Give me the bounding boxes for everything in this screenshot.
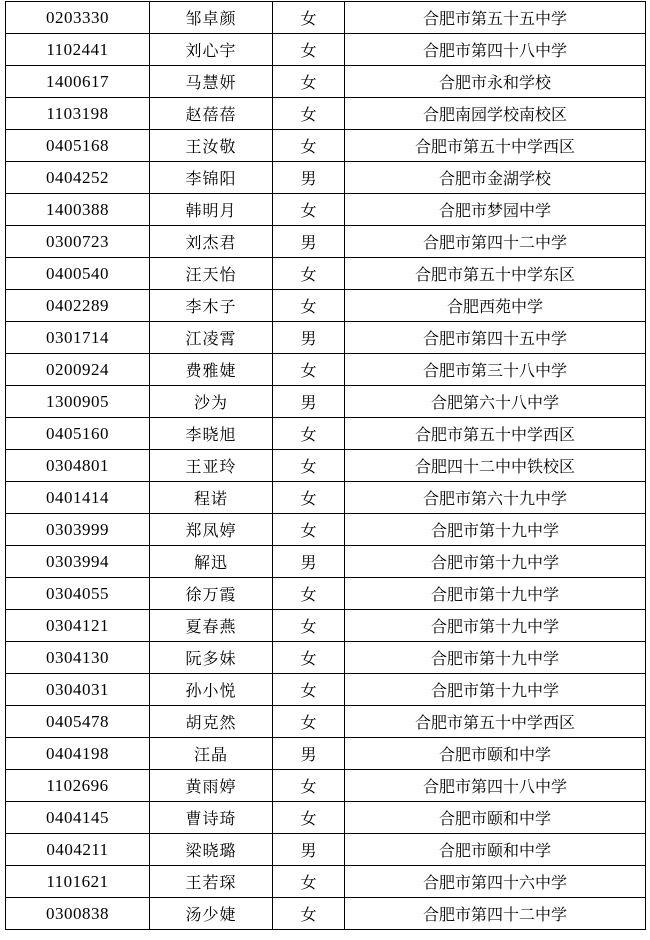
gender-cell: 男: [273, 834, 345, 866]
gender-cell: 女: [273, 418, 345, 450]
school-cell: 合肥第六十八中学: [345, 386, 646, 418]
student-name-cell: 李晓旭: [150, 418, 273, 450]
school-cell: 合肥四十二中中铁校区: [345, 450, 646, 482]
gender-cell: 男: [273, 738, 345, 770]
school-cell: 合肥市第四十五中学: [345, 322, 646, 354]
table-row: [6, 674, 646, 706]
table-row: [6, 322, 646, 354]
gender-cell: 女: [273, 578, 345, 610]
gender-cell: 女: [273, 258, 345, 290]
student-name-cell: 阮多妹: [150, 642, 273, 674]
table-row: [6, 418, 646, 450]
school-cell: 合肥市第五十五中学: [345, 2, 646, 34]
student-id-cell: 0405168: [6, 130, 150, 162]
table-row: [6, 34, 646, 66]
gender-cell: 女: [273, 130, 345, 162]
school-cell: 合肥市第十九中学: [345, 642, 646, 674]
gender-cell: 女: [273, 450, 345, 482]
table-row: [6, 66, 646, 98]
student-id-cell: 0301714: [6, 322, 150, 354]
gender-cell: 女: [273, 770, 345, 802]
student-name-cell: 曹诗琦: [150, 802, 273, 834]
student-id-cell: 0300723: [6, 226, 150, 258]
table-row: [6, 226, 646, 258]
student-name-cell: 王亚玲: [150, 450, 273, 482]
roster-body: [6, 2, 646, 930]
student-id-cell: 1103198: [6, 98, 150, 130]
student-id-cell: 0405478: [6, 706, 150, 738]
school-cell: 合肥市颐和中学: [345, 802, 646, 834]
student-id-cell: 0304801: [6, 450, 150, 482]
table-row: [6, 770, 646, 802]
school-cell: 合肥市第五十中学西区: [345, 706, 646, 738]
student-roster-table: [5, 1, 646, 930]
table-row: [6, 802, 646, 834]
school-cell: 合肥市第十九中学: [345, 514, 646, 546]
student-id-cell: 0304130: [6, 642, 150, 674]
student-name-cell: 赵蓓蓓: [150, 98, 273, 130]
table-row: [6, 706, 646, 738]
student-id-cell: 0404198: [6, 738, 150, 770]
student-name-cell: 梁晓璐: [150, 834, 273, 866]
student-name-cell: 刘杰君: [150, 226, 273, 258]
student-name-cell: 刘心宇: [150, 34, 273, 66]
student-id-cell: 0304121: [6, 610, 150, 642]
gender-cell: 女: [273, 706, 345, 738]
student-id-cell: 1300905: [6, 386, 150, 418]
school-cell: 合肥市第四十八中学: [345, 34, 646, 66]
gender-cell: 女: [273, 482, 345, 514]
table-row: [6, 130, 646, 162]
gender-cell: 女: [273, 642, 345, 674]
student-id-cell: 0203330: [6, 2, 150, 34]
table-row: [6, 642, 646, 674]
student-id-cell: 0404145: [6, 802, 150, 834]
school-cell: 合肥市第十九中学: [345, 578, 646, 610]
table-row: [6, 546, 646, 578]
school-cell: 合肥市第十九中学: [345, 674, 646, 706]
table-row: [6, 98, 646, 130]
student-id-cell: 0400540: [6, 258, 150, 290]
table-row: [6, 354, 646, 386]
student-id-cell: 1101621: [6, 866, 150, 898]
school-cell: 合肥市金湖学校: [345, 162, 646, 194]
gender-cell: 女: [273, 290, 345, 322]
school-cell: 合肥市永和学校: [345, 66, 646, 98]
student-id-cell: 0304055: [6, 578, 150, 610]
student-name-cell: 夏春燕: [150, 610, 273, 642]
gender-cell: 女: [273, 866, 345, 898]
student-id-cell: 0402289: [6, 290, 150, 322]
table-row: [6, 610, 646, 642]
gender-cell: 女: [273, 98, 345, 130]
student-name-cell: 江凌霄: [150, 322, 273, 354]
student-id-cell: 0303999: [6, 514, 150, 546]
table-row: [6, 514, 646, 546]
student-id-cell: 0404252: [6, 162, 150, 194]
gender-cell: 女: [273, 898, 345, 930]
table-row: [6, 450, 646, 482]
gender-cell: 女: [273, 610, 345, 642]
school-cell: 合肥市颐和中学: [345, 834, 646, 866]
school-cell: 合肥市第五十中学西区: [345, 130, 646, 162]
student-name-cell: 程诺: [150, 482, 273, 514]
student-name-cell: 李木子: [150, 290, 273, 322]
gender-cell: 男: [273, 546, 345, 578]
school-cell: 合肥市颐和中学: [345, 738, 646, 770]
school-cell: 合肥市第四十二中学: [345, 226, 646, 258]
school-cell: 合肥市第四十六中学: [345, 866, 646, 898]
student-name-cell: 李锦阳: [150, 162, 273, 194]
school-cell: 合肥市第四十二中学: [345, 898, 646, 930]
table-row: [6, 2, 646, 34]
student-id-cell: 0200924: [6, 354, 150, 386]
gender-cell: 女: [273, 354, 345, 386]
student-id-cell: 1400388: [6, 194, 150, 226]
student-name-cell: 徐万霞: [150, 578, 273, 610]
student-name-cell: 费雅婕: [150, 354, 273, 386]
table-row: [6, 578, 646, 610]
gender-cell: 女: [273, 674, 345, 706]
student-name-cell: 沙为: [150, 386, 273, 418]
table-row: [6, 898, 646, 930]
student-id-cell: 0404211: [6, 834, 150, 866]
school-cell: 合肥市第十九中学: [345, 546, 646, 578]
table-row: [6, 162, 646, 194]
student-name-cell: 王若琛: [150, 866, 273, 898]
gender-cell: 男: [273, 226, 345, 258]
table-row: [6, 290, 646, 322]
student-id-cell: 0303994: [6, 546, 150, 578]
school-cell: 合肥市第五十中学东区: [345, 258, 646, 290]
gender-cell: 女: [273, 2, 345, 34]
student-name-cell: 马慧妍: [150, 66, 273, 98]
student-id-cell: 1102441: [6, 34, 150, 66]
student-id-cell: 1102696: [6, 770, 150, 802]
gender-cell: 男: [273, 162, 345, 194]
student-name-cell: 胡克然: [150, 706, 273, 738]
school-cell: 合肥市第五十中学西区: [345, 418, 646, 450]
school-cell: 合肥市第十九中学: [345, 610, 646, 642]
gender-cell: 女: [273, 194, 345, 226]
student-name-cell: 郑凤婷: [150, 514, 273, 546]
student-name-cell: 孙小悦: [150, 674, 273, 706]
school-cell: 合肥西苑中学: [345, 290, 646, 322]
student-name-cell: 韩明月: [150, 194, 273, 226]
gender-cell: 男: [273, 322, 345, 354]
student-id-cell: 1400617: [6, 66, 150, 98]
table-row: [6, 834, 646, 866]
school-cell: 合肥市第六十九中学: [345, 482, 646, 514]
student-id-cell: 0401414: [6, 482, 150, 514]
school-cell: 合肥市第四十八中学: [345, 770, 646, 802]
student-name-cell: 汤少婕: [150, 898, 273, 930]
table-row: [6, 386, 646, 418]
table-row: [6, 258, 646, 290]
student-name-cell: 王汝敬: [150, 130, 273, 162]
student-name-cell: 邹卓颜: [150, 2, 273, 34]
gender-cell: 女: [273, 66, 345, 98]
gender-cell: 女: [273, 34, 345, 66]
student-name-cell: 解迅: [150, 546, 273, 578]
table-row: [6, 866, 646, 898]
student-id-cell: 0304031: [6, 674, 150, 706]
school-cell: 合肥市梦园中学: [345, 194, 646, 226]
gender-cell: 男: [273, 386, 345, 418]
student-name-cell: 黄雨婷: [150, 770, 273, 802]
student-id-cell: 0300838: [6, 898, 150, 930]
school-cell: 合肥市第三十八中学: [345, 354, 646, 386]
table-row: [6, 738, 646, 770]
student-name-cell: 汪天怡: [150, 258, 273, 290]
table-row: [6, 482, 646, 514]
gender-cell: 女: [273, 802, 345, 834]
table-row: [6, 194, 646, 226]
gender-cell: 女: [273, 514, 345, 546]
student-name-cell: 汪晶: [150, 738, 273, 770]
student-id-cell: 0405160: [6, 418, 150, 450]
school-cell: 合肥南园学校南校区: [345, 98, 646, 130]
